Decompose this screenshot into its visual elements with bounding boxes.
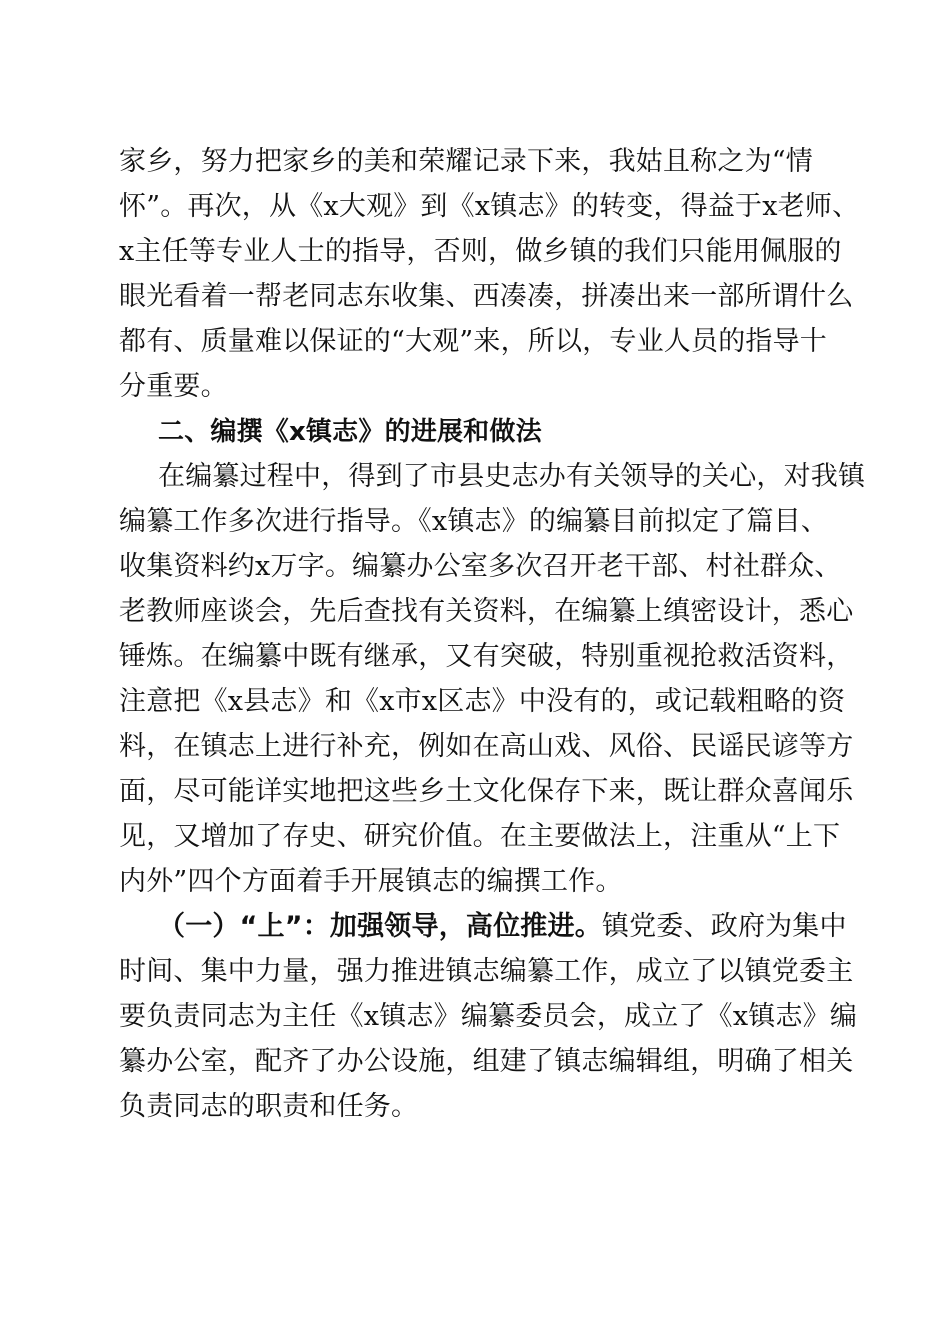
paragraph-line: 收集资料约x万字。编纂办公室多次召开老干部、村社群众、 [119, 551, 842, 582]
paragraph-line: 负责同志的职责和任务。 [119, 1091, 419, 1122]
paragraph-line: 时间、集中力量，强力推进镇志编纂工作，成立了以镇党委主 [119, 956, 854, 987]
paragraph-text: 镇党委、政府为集中 [601, 911, 847, 942]
paragraph-line: 见，又增加了存史、研究价值。在主要做法上，注重从“上下 [119, 821, 841, 852]
paragraph-line: x主任等专业人士的指导，否则，做乡镇的我们只能用佩服的 [119, 236, 842, 267]
paragraph-line: 面，尽可能详实地把这些乡土文化保存下来，既让群众喜闻乐 [119, 776, 854, 807]
paragraph-line: 锤炼。在编纂中既有继承，又有突破，特别重视抢救活资料， [119, 641, 854, 672]
paragraph-line: 老教师座谈会，先后查找有关资料，在编纂上缜密设计，悉心 [119, 596, 854, 627]
paragraph-line: 纂办公室，配齐了办公设施，组建了镇志编辑组，明确了相关 [119, 1046, 854, 1077]
paragraph-line: 怀”。再次，从《x大观》到《x镇志》的转变，得益于x老师、 [119, 191, 860, 222]
paragraph-line: 分重要。 [119, 371, 228, 402]
paragraph-line: 眼光看着一帮老同志东收集、西凑凑，拼凑出来一部所谓什么 [119, 281, 854, 312]
paragraph-line: 料，在镇志上进行补充，例如在高山戏、风俗、民谣民谚等方 [119, 731, 854, 762]
paragraph-line: 要负责同志为主任《x镇志》编纂委员会，成立了《x镇志》编 [119, 1001, 858, 1032]
subsection-lead: （一）“上”：加强领导，高位推进。 [158, 911, 602, 942]
section-heading: 二、编撰《x镇志》的进展和做法 [158, 417, 542, 447]
paragraph-line: 家乡，努力把家乡的美和荣耀记录下来，我姑且称之为“情 [119, 146, 814, 177]
paragraph-line [158, 911, 847, 942]
paragraph-line: 内外”四个方面着手开展镇志的编撰工作。 [119, 866, 623, 897]
paragraph-line: 注意把《x县志》和《x市x区志》中没有的，或记载粗略的资 [119, 686, 846, 717]
paragraph-line: 在编纂过程中，得到了市县史志办有关领导的关心，对我镇 [158, 461, 866, 492]
paragraph-line: 编纂工作多次进行指导。《x镇志》的编纂目前拟定了篇目、 [119, 506, 829, 537]
paragraph-line: 都有、质量难以保证的“大观”来，所以，专业人员的指导十 [119, 326, 828, 357]
